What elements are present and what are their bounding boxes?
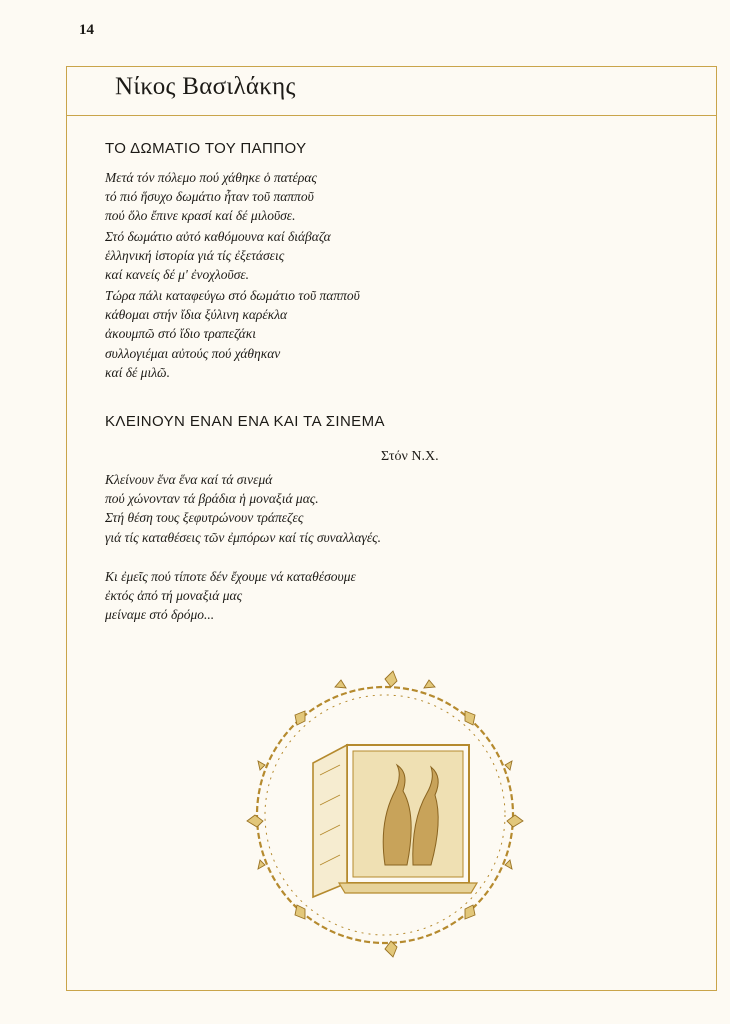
header-band — [67, 67, 716, 116]
verse-line: γιά τίς καταθέσεις τῶν ἐμπόρων καί τίς συναλλαγές. — [105, 529, 382, 545]
poem-1-stanza-2 — [105, 227, 331, 285]
verse-line: Κλείνουν ἕνα ἕνα καί τά σινεμά — [105, 472, 273, 487]
author-name: Νίκος Βασιλάκης — [115, 73, 296, 100]
verse-line: καί κανείς δέ μ' ἐνοχλοῦσε. — [105, 267, 250, 283]
verse-line: ἐκτός ἀπό τή μοναξιά μας — [105, 588, 243, 604]
poem-title-2: ΚΛΕΙΝΟΥΝ ΕΝΑΝ ΕΝΑ ΚΑΙ ΤΑ ΣΙΝΕΜΑ — [105, 413, 385, 430]
poem-title-1: ΤΟ ΔΩΜΑΤΙΟ ΤΟΥ ΠΑΠΠΟΥ — [105, 140, 307, 157]
verse-line: Στό δωμάτιο αὐτό καθόμουνα καί διάβαζα — [105, 229, 331, 244]
poem-2-stanza-2 — [105, 567, 356, 625]
verse-line: συλλογιέμαι αὐτούς πού χάθηκαν — [105, 345, 281, 361]
verse-line: τό πιό ἥσυχο δωμάτιο ἦταν τοῦ παπποῦ — [105, 189, 314, 205]
window-with-vines-illustration-icon — [235, 665, 535, 965]
verse-line: πού ὅλο ἔπινε κρασί καί δέ μιλοῦσε. — [105, 208, 296, 224]
page-frame — [66, 66, 717, 991]
verse-line: Μετά τόν πόλεμο πού χάθηκε ὁ πατέρας — [105, 170, 317, 185]
verse-line: ἑλληνική ἱστορία γιά τίς ἐξετάσεις — [105, 248, 285, 264]
verse-line: Κι ἐμεῖς πού τίποτε δέν ἔχουμε νά καταθέσουμε — [105, 569, 356, 584]
poem-1-stanza-3 — [105, 286, 360, 382]
dedication: Στόν Ν.Χ. — [381, 449, 439, 464]
verse-line: Στή θέση τους ξεφυτρώνουν τράπεζες — [105, 510, 304, 526]
verse-line: Τώρα πάλι καταφεύγω στό δωμάτιο τοῦ παπποῦ — [105, 288, 360, 303]
verse-line: ἀκουμπῶ στό ἴδιο τραπεζάκι — [105, 326, 256, 342]
page-number: 14 — [79, 22, 94, 38]
verse-line: καί δέ μιλῶ. — [105, 364, 170, 380]
poem-2-stanza-1 — [105, 470, 381, 547]
verse-line: κάθομαι στήν ἴδια ξύλινη καρέκλα — [105, 307, 288, 323]
verse-line: μείναμε στό δρόμο... — [105, 607, 215, 623]
poem-1-stanza-1 — [105, 168, 317, 226]
verse-line: πού χώνονταν τά βράδια ἡ μοναξιά μας. — [105, 491, 319, 507]
